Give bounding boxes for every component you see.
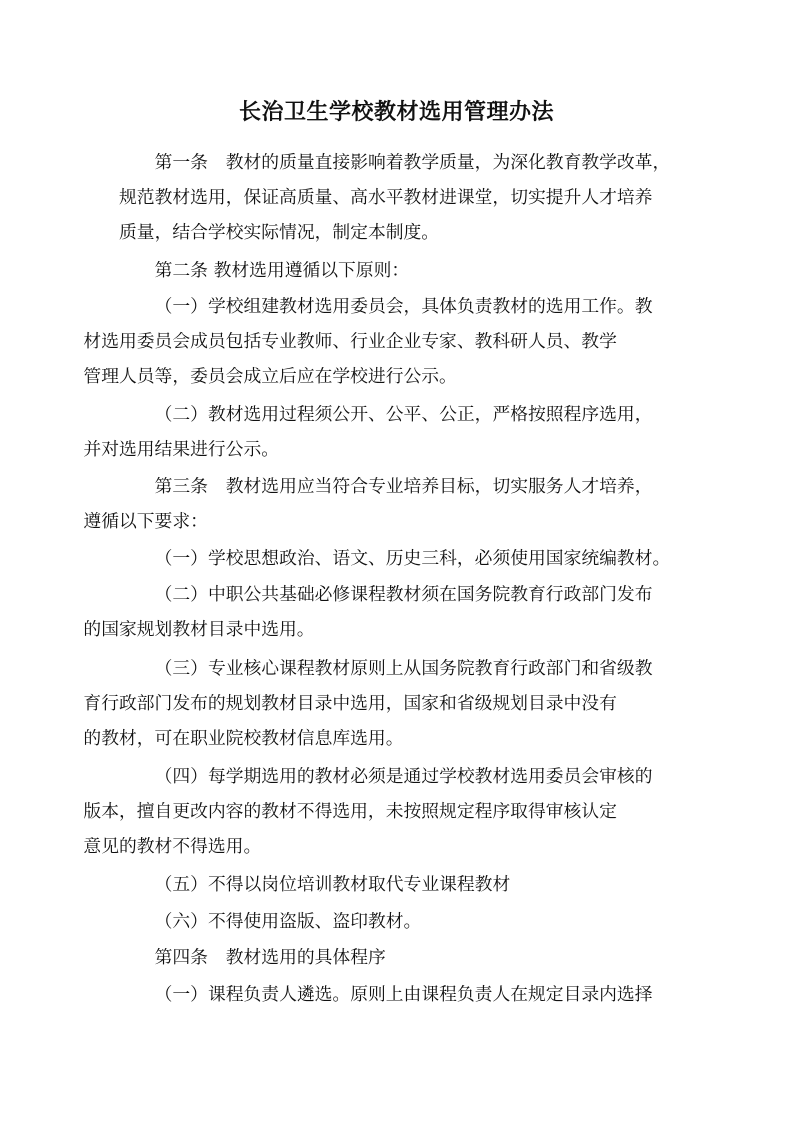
text-line: 材选用委员会成员包括专业教师、行业企业专家、教科研人员、教学 [83, 331, 617, 352]
paragraph-article-3-item-3 [83, 651, 679, 756]
text-line: （一）学校思想政治、语文、历史三科，必须使用国家统编教材。 [154, 548, 671, 569]
text-line: 并对选用结果进行公示。 [83, 439, 280, 460]
paragraph-article-3-item-4 [83, 759, 679, 864]
text-line: （一）学校组建教材选用委员会，具体负责教材的选用工作。教 [154, 296, 653, 317]
paragraph-article-2 [119, 253, 679, 288]
text-line: 管理人员等，委员会成立后应在学校进行公示。 [83, 366, 457, 387]
text-line: 质量，结合学校实际情况，制定本制度。 [119, 222, 440, 243]
text-line: 第二条 教材选用遵循以下原则： [154, 260, 410, 281]
document-title: 长治卫生学校教材选用管理办法 [238, 99, 554, 125]
paragraph-article-3 [83, 469, 679, 539]
text-line: （二）教材选用过程须公开、公平、公正，严格按照程序选用， [154, 404, 653, 425]
paragraph-article-3-item-1 [119, 541, 679, 576]
text-line: 规范教材选用，保证高质量、高水平教材进课堂，切实提升人才培养 [119, 187, 653, 208]
text-line: （三）专业核心课程教材原则上从国务院教育行政部门和省级教 [154, 658, 653, 679]
text-line: （四）每学期选用的教材必须是通过学校教材选用委员会审核的 [154, 766, 653, 787]
paragraph-article-3-item-5 [119, 867, 679, 902]
text-line: 版本，擅自更改内容的教材不得选用，未按照规定程序取得审核认定 [83, 801, 617, 822]
paragraph-article-3-item-2 [83, 577, 679, 647]
text-line: （一）课程负责人遴选。原则上由课程负责人在规定目录内选择 [154, 984, 653, 1005]
text-line: 遵循以下要求： [83, 511, 208, 532]
text-line: 育行政部门发布的规划教材目录中选用，国家和省级规划目录中没有 [83, 693, 617, 714]
text-line: （六）不得使用盗版、盗印教材。 [154, 911, 422, 932]
text-line: 的教材，可在职业院校教材信息库选用。 [83, 728, 404, 749]
text-line: 第一条 教材的质量直接影响着教学质量，为深化教育教学改革， [154, 152, 671, 173]
paragraph-article-4 [119, 940, 679, 975]
text-line: （二）中职公共基础必修课程教材须在国务院教育行政部门发布 [154, 584, 653, 605]
text-line: 第四条 教材选用的具体程序 [154, 947, 386, 968]
text-line: 第三条 教材选用应当符合专业培养目标，切实服务人才培养， [154, 476, 653, 497]
paragraph-article-1 [119, 145, 679, 250]
paragraph-article-4-item-1 [119, 977, 679, 1012]
text-line: 意见的教材不得选用。 [83, 836, 262, 857]
paragraph-article-3-item-6 [119, 904, 679, 939]
text-line: 的国家规划教材目录中选用。 [83, 619, 315, 640]
paragraph-article-2-item-1 [83, 289, 679, 394]
text-line: （五）不得以岗位培训教材取代专业课程教材 [154, 874, 511, 895]
paragraph-article-2-item-2 [83, 397, 679, 467]
